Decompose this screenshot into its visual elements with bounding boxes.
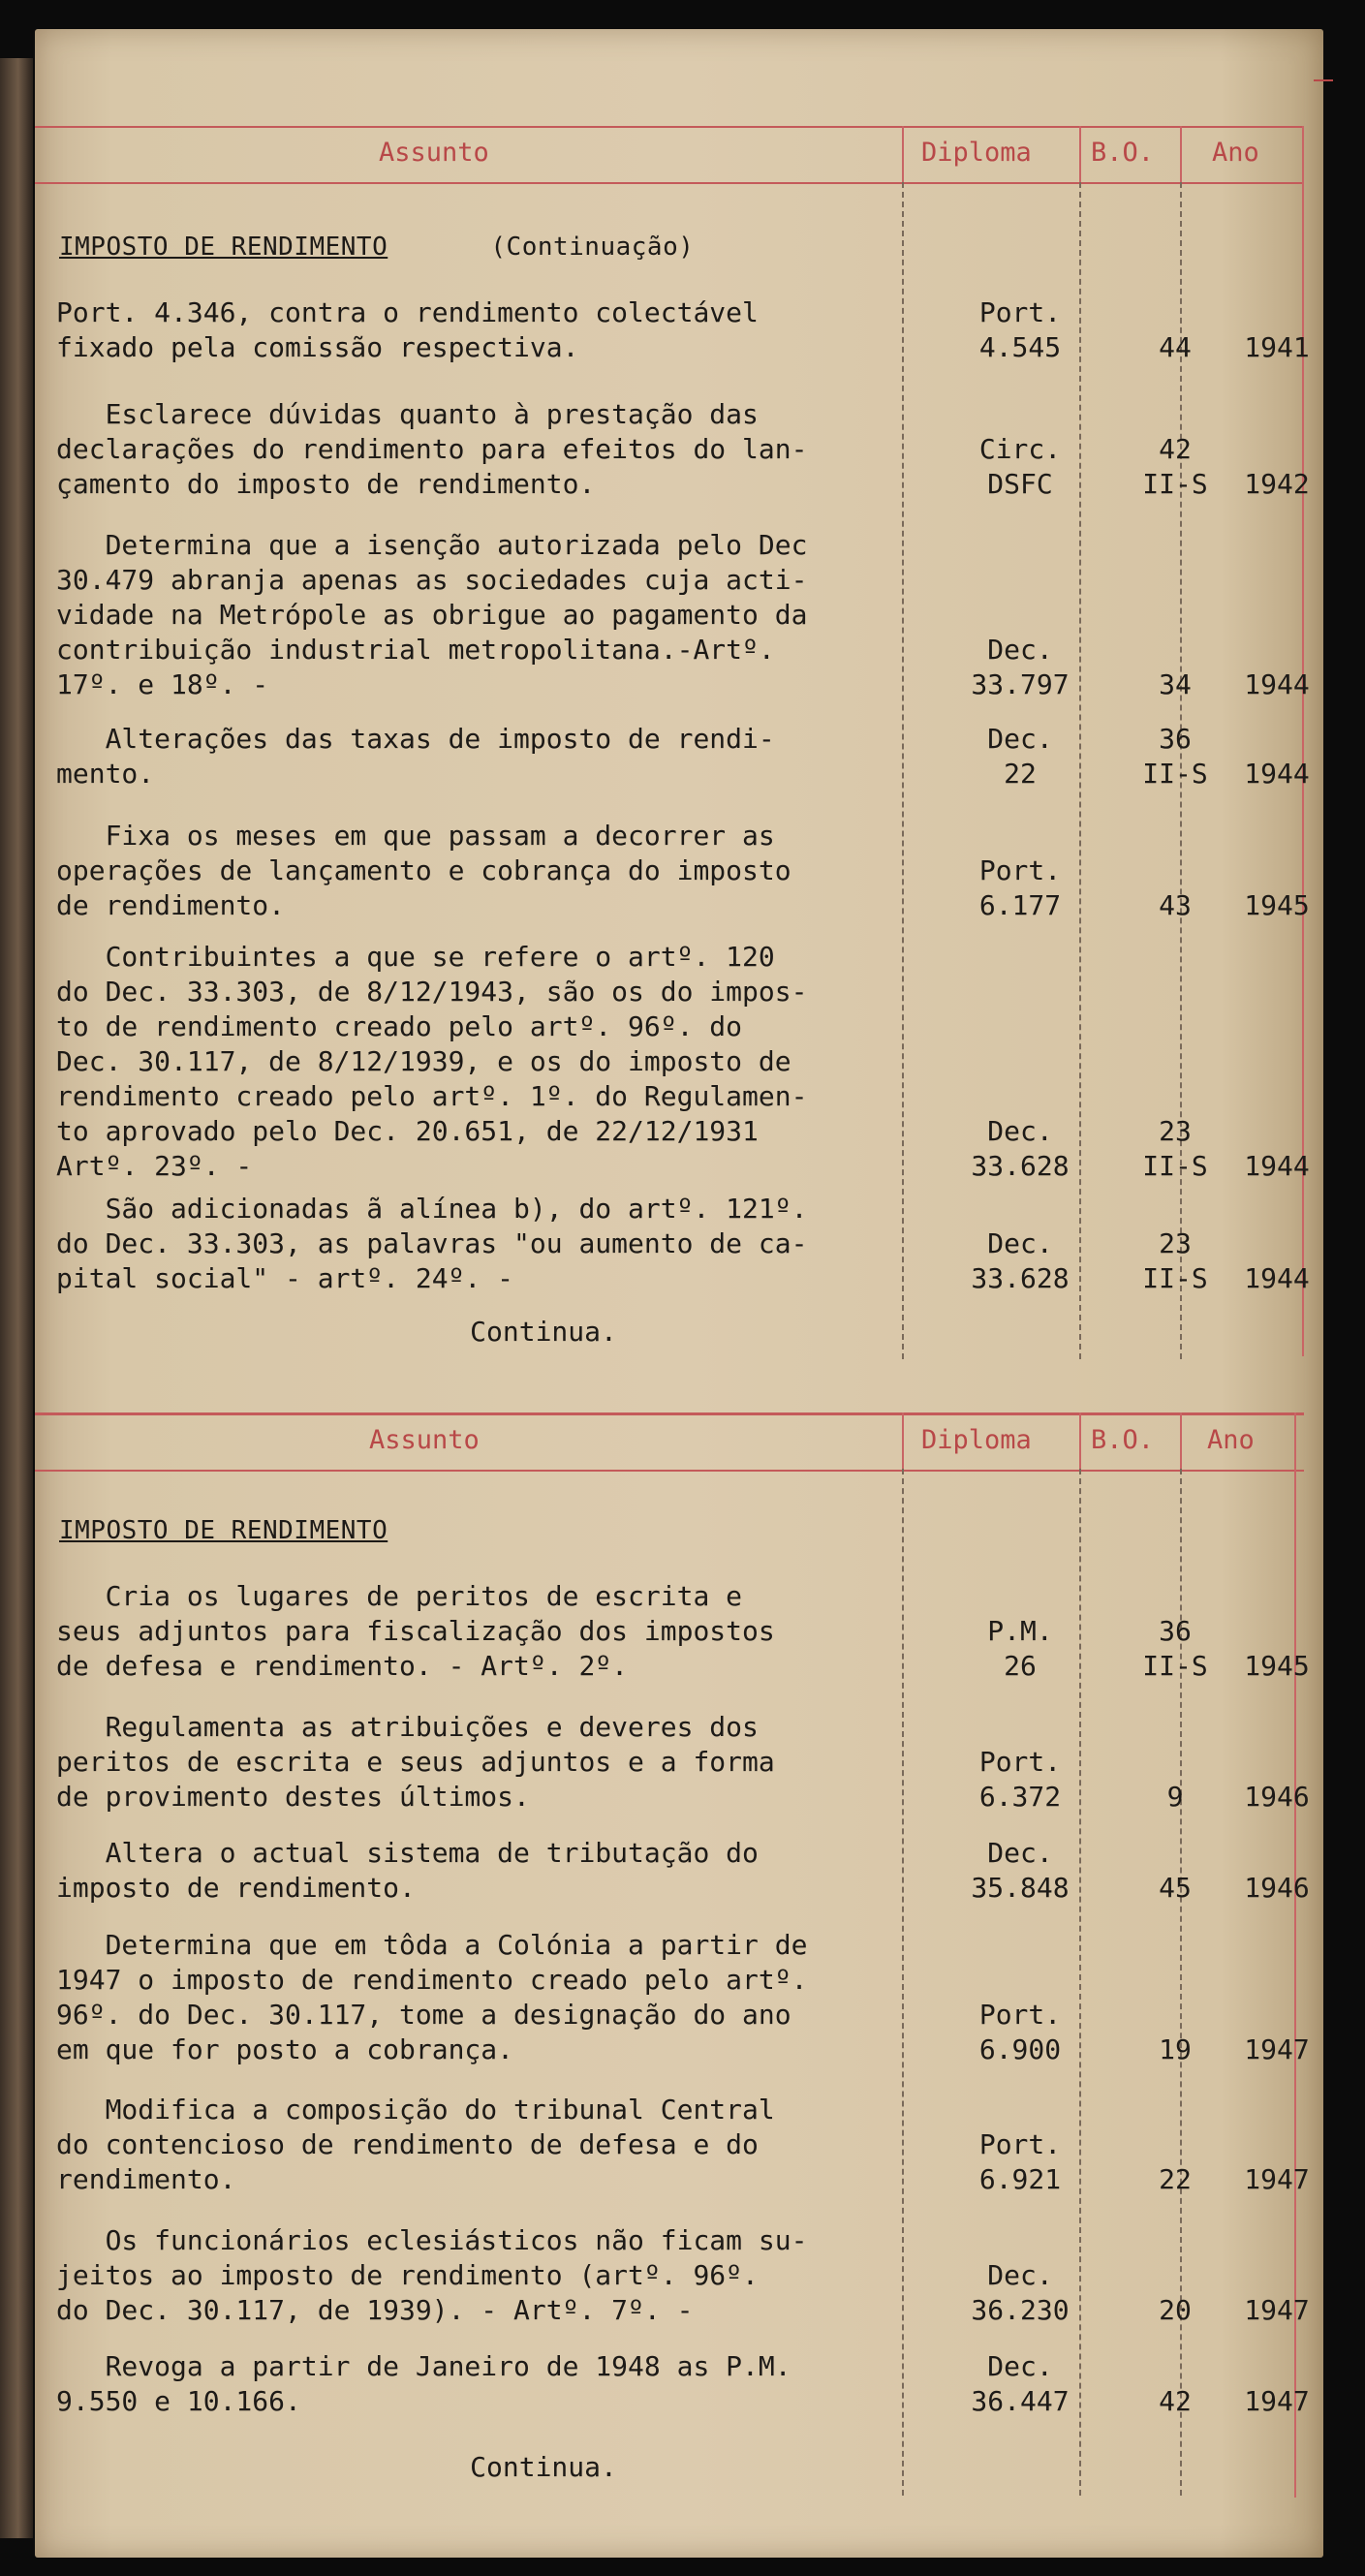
- entry-bo: 42: [1159, 2385, 1192, 2417]
- entry-ano: 1945: [1244, 889, 1310, 921]
- entry-description: Revoga a partir de Janeiro de 1948 as P.M. 9.550 e 10.166.: [56, 2350, 791, 2417]
- entry-description: Cria os lugares de peritos de escrita e seus adjuntos para fiscalização dos impostos de defesa e rendimento. - Artº. 2º.: [56, 1580, 775, 1682]
- entry-ano: 1942: [1244, 468, 1310, 500]
- index-card-top: [35, 87, 1323, 1348]
- entry-bo: 23 II-S: [1142, 1115, 1208, 1182]
- entry-diploma: Dec. 33.628: [971, 1115, 1070, 1182]
- entry-ano: 1944: [1244, 1150, 1310, 1182]
- col-divider-ano: [1180, 1412, 1182, 1469]
- entry-ano: 1947: [1244, 2294, 1310, 2326]
- right-margin-rule: [1294, 1412, 1296, 2498]
- index-card-bottom: [35, 1385, 1323, 2519]
- entry-bo: 22: [1159, 2163, 1192, 2195]
- entry-diploma: Dec. 33.797: [971, 634, 1070, 700]
- header-diploma: Diploma: [921, 138, 1032, 168]
- entry-bo: 34: [1159, 668, 1192, 700]
- section-suffix: (Continuação): [490, 233, 695, 262]
- entry-description: Regulamenta as atribuições e deveres dos peritos de escrita e seus adjuntos e a forma de provimento destes últimos.: [56, 1711, 775, 1813]
- entry-description: Port. 4.346, contra o rendimento colectável fixado pela comissão respectiva.: [56, 296, 759, 363]
- entry-ano: 1947: [1244, 2385, 1310, 2417]
- entry-description: Esclarece dúvidas quanto à prestação das declarações do rendimento para efeitos do lan- çamento do imposto de rendimento.: [56, 398, 808, 500]
- entry-description: Contribuintes a que se refere o artº. 120 do Dec. 33.303, de 8/12/1943, são os do impos- to de rendimento creado pelo artº. 96º. do Dec. 30.117, de 8/12/1939, e os do imposto de rendimento creado pelo artº. 1º. do Regulamen- to aprovado pelo Dec. 20.651, de 22/12/1931 Artº. 23º. -: [56, 941, 808, 1182]
- entry-description: Modifica a composição do tribunal Central do contencioso de rendimento de defesa e do rendimento.: [56, 2094, 775, 2195]
- entry-bo: 23 II-S: [1142, 1227, 1208, 1294]
- entry-bo: 42 II-S: [1142, 433, 1208, 500]
- entry-bo: 45: [1159, 1872, 1192, 1904]
- entry-ano: 1944: [1244, 758, 1310, 790]
- entry-description: Determina que em tôda a Colónia a partir de 1947 o imposto de rendimento creado pelo artº. 96º. do Dec. 30.117, tome a designação do ano em que for posto a cobrança.: [56, 1929, 808, 2065]
- col-divider-diploma: [902, 126, 904, 182]
- entry-description: Determina que a isenção autorizada pelo Dec 30.479 abranja apenas as sociedades cuja acti- vidade na Metrópole as obrigue ao pagamento da contribuição industrial metropolitana.-Artº. 17º. e 18º. -: [56, 529, 808, 700]
- header-assunto: Assunto: [379, 138, 489, 168]
- entry-diploma: Dec. 22: [987, 723, 1053, 790]
- header-assunto: Assunto: [369, 1425, 480, 1455]
- entry-bo: 20: [1159, 2294, 1192, 2326]
- entry-ano: 1946: [1244, 1872, 1310, 1904]
- entry-bo: 9: [1166, 1781, 1184, 1813]
- entry-ano: 1944: [1244, 1262, 1310, 1294]
- col-divider-diploma: [902, 1412, 904, 1469]
- entry-ano: 1947: [1244, 2163, 1310, 2195]
- header-bo: B.O.: [1091, 1425, 1155, 1455]
- section-title: IMPOSTO DE RENDIMENTO: [59, 233, 388, 262]
- entry-bo: 36 II-S: [1142, 723, 1208, 790]
- card-corner-mark: [1314, 79, 1333, 93]
- previous-page-edge: [0, 58, 33, 2538]
- entry-ano: 1946: [1244, 1781, 1310, 1813]
- col-divider-bo: [1079, 126, 1081, 182]
- entry-diploma: Port. 6.177: [978, 854, 1062, 921]
- entry-ano: 1941: [1244, 331, 1310, 363]
- entry-description: Altera o actual sistema de tributação do imposto de rendimento.: [56, 1837, 759, 1904]
- entry-bo: 44: [1159, 331, 1192, 363]
- entry-diploma: Port. 6.372: [978, 1746, 1062, 1813]
- entry-bo: 43: [1159, 889, 1192, 921]
- section-heading: [59, 1516, 388, 1545]
- entry-bo: 36 II-S: [1142, 1615, 1208, 1682]
- entry-description: São adicionadas ã alínea b), do artº. 121º. do Dec. 33.303, as palavras "ou aumento de ca- pital social" - artº. 24º. -: [56, 1193, 808, 1294]
- entry-diploma: Port. 6.921: [978, 2128, 1062, 2195]
- header-ano: Ano: [1212, 138, 1259, 168]
- entry-diploma: Circ. DSFC: [978, 433, 1062, 500]
- section-heading: [59, 233, 694, 262]
- entry-diploma: Dec. 35.848: [971, 1837, 1070, 1904]
- entry-bo: 19: [1159, 2033, 1192, 2065]
- entry-diploma: Dec. 36.230: [971, 2259, 1070, 2326]
- entry-diploma: Port. 4.545: [978, 296, 1062, 363]
- entry-diploma: P.M. 26: [987, 1615, 1053, 1682]
- entry-diploma: Dec. 33.628: [971, 1227, 1070, 1294]
- continua-label: Continua.: [470, 1316, 617, 1348]
- entry-ano: 1944: [1244, 668, 1310, 700]
- entry-ano: 1945: [1244, 1650, 1310, 1682]
- col-divider-ano: [1180, 126, 1182, 182]
- entry-description: Os funcionários eclesiásticos não ficam su- jeitos ao imposto de rendimento (artº. 96º. do Dec. 30.117, de 1939). - Artº. 7º. -: [56, 2224, 808, 2326]
- entry-diploma: Dec. 36.447: [971, 2350, 1070, 2417]
- col-divider-bo: [1079, 1412, 1081, 1469]
- entry-description: Fixa os meses em que passam a decorrer as operações de lançamento e cobrança do imposto de rendimento.: [56, 820, 791, 921]
- column-header-row: [35, 1412, 1304, 1472]
- continua-label: Continua.: [470, 2451, 617, 2483]
- entry-diploma: Port. 6.900: [978, 1999, 1062, 2065]
- section-title: IMPOSTO DE RENDIMENTO: [59, 1516, 388, 1545]
- header-ano: Ano: [1207, 1425, 1255, 1455]
- ledger-sheet: [35, 29, 1323, 2558]
- header-diploma: Diploma: [921, 1425, 1032, 1455]
- entry-ano: 1947: [1244, 2033, 1310, 2065]
- entry-description: Alterações das taxas de imposto de rendi- mento.: [56, 723, 775, 790]
- column-header-row: [35, 126, 1304, 184]
- header-bo: B.O.: [1091, 138, 1155, 168]
